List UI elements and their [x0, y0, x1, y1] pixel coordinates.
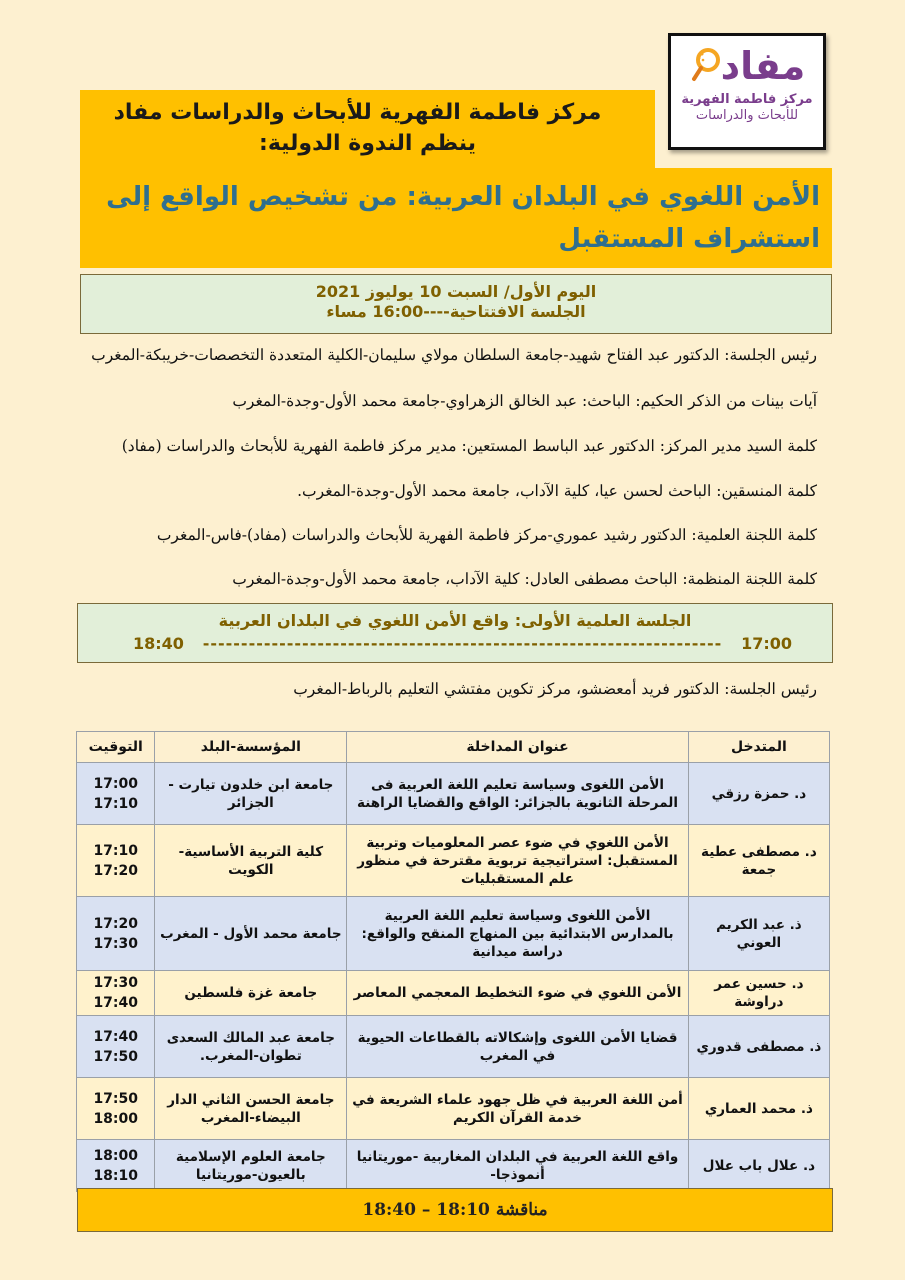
discussion-label: مناقشة	[495, 1200, 548, 1220]
title-cell: الأمن اللغوى وسياسة تعليم اللغة العربية فى المرحلة الثانوية بالجزائر: الواقع والقضايا الراهنة	[347, 763, 689, 825]
logo-line-1: مركز فاطمة الفهرية	[681, 92, 813, 107]
header-time: التوقيت	[77, 732, 155, 763]
opening-session-box	[80, 274, 832, 334]
session-title: الجلسة العلمية الأولى: واقع الأمن اللغوي في البلدان العربية	[218, 611, 692, 630]
time-start: 17:50	[93, 1090, 139, 1107]
time-start: 17:10	[93, 842, 139, 859]
speaker-cell: د. حمزة رزقي	[688, 763, 829, 825]
time-end: 18:00	[93, 1110, 139, 1127]
day-line: اليوم الأول/ السبت 10 يوليوز 2021	[315, 282, 597, 301]
time-cell	[77, 825, 155, 897]
time-start: 17:20	[93, 915, 139, 932]
mufad-logo	[668, 33, 826, 150]
title-cell: الأمن اللغوي في ضوء عصر المعلوميات وتربية المستقبل: استراتيجية تربوية مقترحة في منظور علم المستقبليات	[347, 825, 689, 897]
director-speech-line: كلمة السيد مدير المركز: الدكتور عبد الباسط المستعين: مدير مركز فاطمة الفهرية للأبحاث والدراسات (مفاد)	[121, 437, 817, 455]
organizer-banner	[80, 90, 655, 170]
speaker-cell: د. علال باب علال	[688, 1140, 829, 1192]
institution-cell: جامعة غزة فلسطين	[155, 971, 347, 1016]
title-cell: الأمن اللغوي في ضوء التخطيط المعجمي المعاصر	[347, 971, 689, 1016]
header-speaker: المتدخل	[688, 732, 829, 763]
table-row	[77, 1078, 830, 1140]
institution-cell: كلية التربية الأساسية- الكويت	[155, 825, 347, 897]
time-cell	[77, 1078, 155, 1140]
session-time-range	[78, 632, 832, 656]
opening-session-line: الجلسة الافتتاحية----16:00 مساء	[326, 302, 586, 321]
table-row	[77, 763, 830, 825]
header-institution: المؤسسة-البلد	[155, 732, 347, 763]
title-cell: الأمن اللغوى وسياسة تعليم اللغة العربية بالمدارس الابتدائية بين المنهاج المنقح والواقع: دراسة ميدانية	[347, 897, 689, 971]
table-row	[77, 971, 830, 1016]
discussion-bar	[77, 1188, 833, 1232]
title-cell: واقع اللغة العربية في البلدان المغاربية -موريتانيا أنموذجا-	[347, 1140, 689, 1192]
time-start: 17:00	[93, 775, 139, 792]
table-row	[77, 1140, 830, 1192]
title-cell: قضايا الأمن اللغوى وإشكالاته بالقطاعات الحيوية في المغرب	[347, 1016, 689, 1078]
time-start: 18:00	[93, 1147, 139, 1164]
speaker-cell: ذ. مصطفى قدوري	[688, 1016, 829, 1078]
opening-chair-line: رئيس الجلسة: الدكتور عبد الفتاح شهيد-جامعة السلطان مولاي سليمان-الكلية المتعددة التخصصات-خريبكة-المغرب	[91, 346, 817, 364]
time-cell	[77, 971, 155, 1016]
title-cell: أمن اللغة العربية في ظل جهود علماء الشريعة في خدمة القرآن الكريم	[347, 1078, 689, 1140]
session-start-time: 17:00	[741, 634, 792, 653]
time-end: 17:50	[93, 1048, 139, 1065]
header-title: عنوان المداخلة	[347, 732, 689, 763]
speaker-cell: د. مصطفى عطية جمعة	[688, 825, 829, 897]
table-header-row	[77, 732, 830, 763]
time-end: 18:10	[93, 1167, 139, 1184]
time-cell	[77, 763, 155, 825]
organizer-line: مركز فاطمة الفهرية للأبحاث والدراسات مفاد	[113, 100, 602, 125]
institution-cell: جامعة محمد الأول - المغرب	[155, 897, 347, 971]
session-end-time: 18:40	[133, 634, 184, 653]
speaker-cell: ذ. عبد الكريم العوني	[688, 897, 829, 971]
logo-mark	[671, 42, 823, 90]
institution-cell: جامعة الحسن الثاني الدار البيضاء-المغرب	[155, 1078, 347, 1140]
quran-recitation-line: آيات بينات من الذكر الحكيم: الباحث: عبد الخالق الزهراوي-جامعة محمد الأول-وجدة-المغرب	[232, 392, 817, 410]
discussion-separator: –	[421, 1200, 431, 1220]
organizes-line: ينظم الندوة الدولية:	[259, 131, 476, 156]
time-end: 17:30	[93, 935, 139, 952]
symposium-title-banner	[80, 168, 832, 268]
coordinators-speech-line: كلمة المنسقين: الباحث لحسن عيا، كلية الآداب، جامعة محمد الأول-وجدة-المغرب.	[297, 482, 817, 500]
time-cell	[77, 1016, 155, 1078]
time-end: 17:20	[93, 862, 139, 879]
logo-wordmark: مفاد	[720, 44, 806, 88]
time-cell	[77, 897, 155, 971]
speaker-cell: د. حسين عمر دراوشة	[688, 971, 829, 1016]
magnifier-icon	[691, 46, 721, 86]
scientific-session-box	[77, 603, 833, 663]
time-start: 17:40	[93, 1028, 139, 1045]
table-row	[77, 1016, 830, 1078]
time-end: 17:10	[93, 795, 139, 812]
time-end: 17:40	[93, 995, 139, 1011]
table-row	[77, 897, 830, 971]
speaker-cell: ذ. محمد العماري	[688, 1078, 829, 1140]
logo-line-2: للأبحاث والدراسات	[695, 108, 799, 123]
table-row	[77, 825, 830, 897]
institution-cell: جامعة العلوم الإسلامية بالعيون-موريتانيا	[155, 1140, 347, 1192]
session-chair-line: رئيس الجلسة: الدكتور فريد أمعضشو، مركز تكوين مفتشي التعليم بالرباط-المغرب	[293, 680, 817, 698]
symposium-title: الأمن اللغوي في البلدان العربية: من تشخيص الواقع إلى استشراف المستقبل	[106, 182, 820, 254]
discussion-start: 18:10	[436, 1200, 490, 1220]
organizing-committee-line: كلمة اللجنة المنظمة: الباحث مصطفى العادل: كلية الآداب، جامعة محمد الأول-وجدة-المغرب	[232, 570, 817, 588]
session-time-dashes: --------------------------------------------------------------------	[202, 634, 723, 653]
time-start: 17:30	[93, 975, 139, 991]
scientific-committee-line: كلمة اللجنة العلمية: الدكتور رشيد عموري-مركز فاطمة الفهرية للأبحاث والدراسات (مفاد)-فاس-المغرب	[156, 526, 817, 544]
time-cell	[77, 1140, 155, 1192]
institution-cell: جامعة عبد المالك السعدى تطوان-المغرب.	[155, 1016, 347, 1078]
discussion-end: 18:40	[362, 1200, 416, 1220]
speakers-table	[76, 731, 830, 1192]
institution-cell: جامعة ابن خلدون تيارت - الجزائر	[155, 763, 347, 825]
